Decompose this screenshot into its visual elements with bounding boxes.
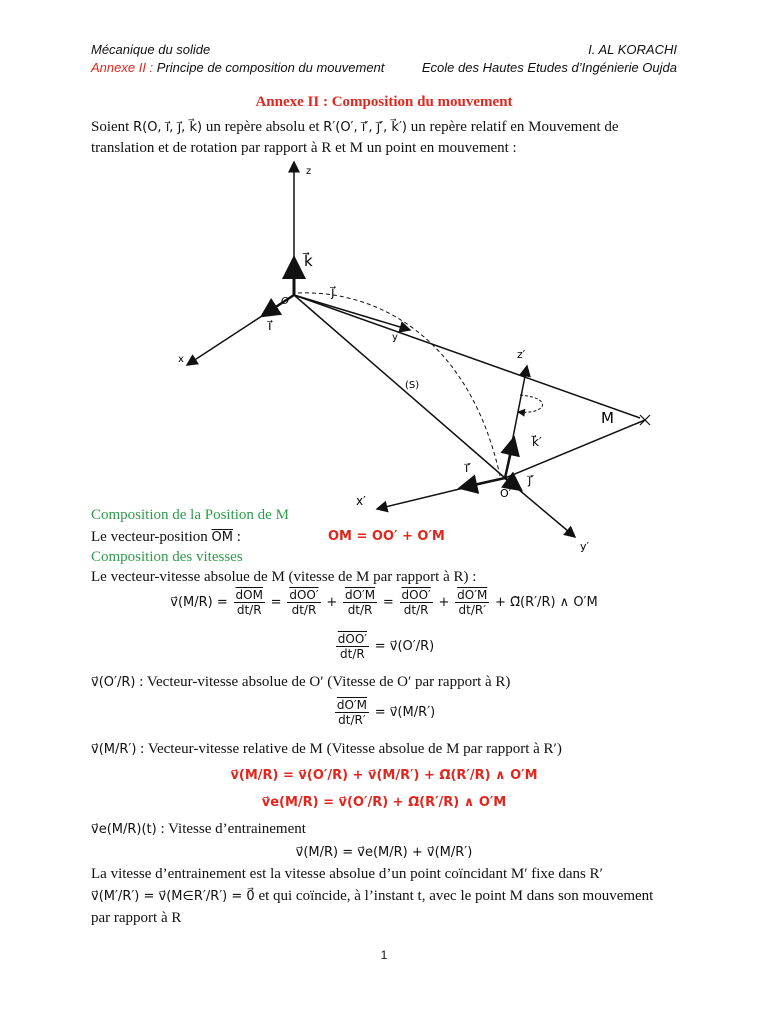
- j-prime-label: ȷ⃗′: [528, 473, 535, 487]
- velocity-equation-3: [0, 698, 768, 727]
- velocity-composition-equation: v⃗(M/R) = v⃗(O′/R) + v⃗(M/R′) + Ω⃗(R′/R) ∧ O′M: [230, 768, 538, 783]
- eq2-frac-num: dOO′: [337, 632, 367, 646]
- eq3-rhs: = v⃗(M/R′): [374, 704, 436, 720]
- closing-text: et qui coïncide, à l’instant t, avec le point M dans son mouvement: [254, 888, 654, 904]
- i-prime-label: ı⃗′: [465, 461, 472, 475]
- page-number: 1: [380, 948, 388, 962]
- j-vector: [294, 295, 410, 330]
- intro-line1: [91, 117, 677, 138]
- i-label: ı⃗: [268, 319, 272, 334]
- eq3-frac-num: dO′M: [336, 698, 367, 712]
- drive-velocity-equation: v⃗e(M/R) = v⃗(O′/R) + Ω⃗(R′/R) ∧ O′M: [261, 795, 507, 810]
- eq1-frac3-num: dO′M: [344, 588, 376, 602]
- eq2-rhs: = v⃗(O′/R): [374, 638, 435, 654]
- eq3-frac-den: dt/R′: [338, 713, 366, 727]
- eq1-frac4-num: dOO′: [401, 588, 431, 602]
- eq1-frac5: [455, 588, 489, 617]
- eq3-frac: [335, 698, 369, 727]
- oo-prime-line: [294, 295, 505, 478]
- x-prime-label: x′: [356, 494, 366, 508]
- header-annex-label: Annexe II: [91, 60, 146, 75]
- closing-symbol: v⃗(M′/R′) = v⃗(M∈R′/R′) = 0⃗: [91, 889, 255, 904]
- origin-prime-label: O′: [500, 487, 512, 500]
- closing-line3: par rapport à R: [91, 910, 182, 926]
- rotation-arrow: [518, 395, 542, 412]
- o-prime-m-line: [505, 420, 645, 478]
- absolute-velocity-text: Le vecteur-vitesse absolue de M (vitesse de M par rapport à R) :: [91, 569, 477, 585]
- z-label: z: [306, 166, 312, 177]
- header-school: Ecole des Hautes Etudes d’Ingénierie Oujda: [421, 60, 677, 75]
- z-prime-label: z′: [517, 348, 526, 361]
- header-left-line2: [91, 60, 384, 75]
- header-subtitle: Principe de composition du mouvement: [156, 60, 385, 75]
- def1-text: : Vecteur-vitesse absolue de O′ (Vitesse de O′ par rapport à R): [135, 674, 511, 690]
- velocity-equation-2: [0, 632, 768, 661]
- y-label: y: [392, 332, 398, 343]
- k-prime-label: k⃗′: [532, 435, 542, 449]
- om-vector-symbol: $\overline{OM}$: [211, 530, 233, 545]
- eq1-frac1-den: dt/R: [236, 603, 262, 617]
- intro-text-a: Soient: [91, 119, 134, 135]
- position-colon: :: [232, 529, 241, 545]
- eq1-frac3: [343, 588, 377, 617]
- def1-symbol: v⃗(O′/R): [91, 675, 136, 690]
- intro-line2: translation et de rotation par rapport à R et M un point en mouvement :: [91, 140, 517, 156]
- def3-text: : Vitesse d’entrainement: [156, 821, 306, 837]
- intro-text-b: un repère absolu et: [202, 119, 324, 135]
- origin-label: O: [281, 296, 289, 307]
- def2-text: : Vecteur-vitesse relative de M (Vitesse absolue de M par rapport à R′): [136, 741, 562, 757]
- x-label: x: [178, 354, 184, 365]
- eq1-lhs: v⃗(M/R) =: [170, 594, 228, 610]
- eq1-frac4-den: dt/R: [403, 603, 429, 617]
- velocity-sum-equation: v⃗(M/R) = v⃗e(M/R) + v⃗(M/R′): [295, 845, 473, 860]
- eq1-frac3-den: dt/R: [347, 603, 373, 617]
- eq1-frac4: [400, 588, 433, 617]
- m-label: M: [601, 409, 614, 427]
- solid-label: (S): [405, 380, 420, 391]
- page-title: Annexe II : Composition du mouvement: [255, 94, 513, 110]
- position-text: Le vecteur-position: [91, 529, 212, 545]
- eq2-frac: [336, 632, 369, 661]
- definition-relative-velocity: [91, 739, 677, 760]
- definition-drive-velocity: [91, 819, 677, 840]
- header-author: I. AL KORACHI: [588, 42, 677, 57]
- position-section-title: Composition de la Position de M: [91, 507, 289, 523]
- eq2-frac-den: dt/R: [340, 647, 365, 661]
- i-prime-vector: [460, 478, 505, 488]
- trajectory-curve: [298, 293, 500, 476]
- intro-text-c: un repère relatif en Mouvement de: [406, 119, 619, 135]
- velocity-section-title: Composition des vitesses: [91, 549, 243, 565]
- eq1-frac2: [287, 588, 320, 617]
- position-equation: OM = OO′ + O′M: [328, 529, 445, 544]
- y-prime-label: y′: [580, 540, 590, 553]
- velocity-equation-1: v⃗(M/R) = $\frac{\overline{dOM}}{dt/R}$ = $\frac{\text{dOO′}}{dt/R}$ + $\frac{dO'M}{dt/R}$ = $\frac{\text{dOO′}}{dt/R}$ + $\frac{dO'M}{dt/R'}$ + Ω⃗(R′/R) ∧ O′M: [170, 588, 598, 617]
- def2-symbol: v⃗(M/R′): [91, 742, 137, 757]
- eq1-frac5-num: dO′M: [457, 588, 488, 602]
- eq1-frac5-den: dt/R′: [458, 603, 486, 617]
- y-axis: [294, 295, 640, 418]
- i-vector: [262, 295, 294, 316]
- eq1-frac1: [234, 588, 265, 617]
- def3-symbol: v⃗e(M/R)(t): [91, 822, 157, 837]
- eq1-frac2-den: dt/R: [291, 603, 317, 617]
- absolute-frame-symbol: R(O, ı⃗, ȷ⃗, k⃗): [133, 120, 203, 135]
- header-left-line1: Mécanique du solide: [91, 42, 211, 57]
- eq1-frac2-num: dOO′: [289, 588, 319, 602]
- header-sep: :: [145, 60, 157, 75]
- closing-line2: [91, 886, 677, 907]
- closing-line1: La vitesse d’entrainement est la vitesse absolue d’un point coïncidant M′ fixe dans R′: [91, 866, 603, 882]
- eq1-tail: + Ω⃗(R′/R) ∧ O′M: [495, 594, 598, 610]
- eq1-frac1-num: $\overline{dOM}$: [235, 588, 263, 602]
- j-label: ȷ⃗: [331, 285, 335, 300]
- k-label: k⃗: [304, 252, 313, 270]
- k-prime-vector: [505, 438, 514, 478]
- relative-frame-symbol: R′(O′, ı⃗′, ȷ⃗′, k⃗′): [323, 120, 407, 135]
- definition-o-prime-velocity: [91, 672, 677, 693]
- frames-diagram: [0, 155, 768, 555]
